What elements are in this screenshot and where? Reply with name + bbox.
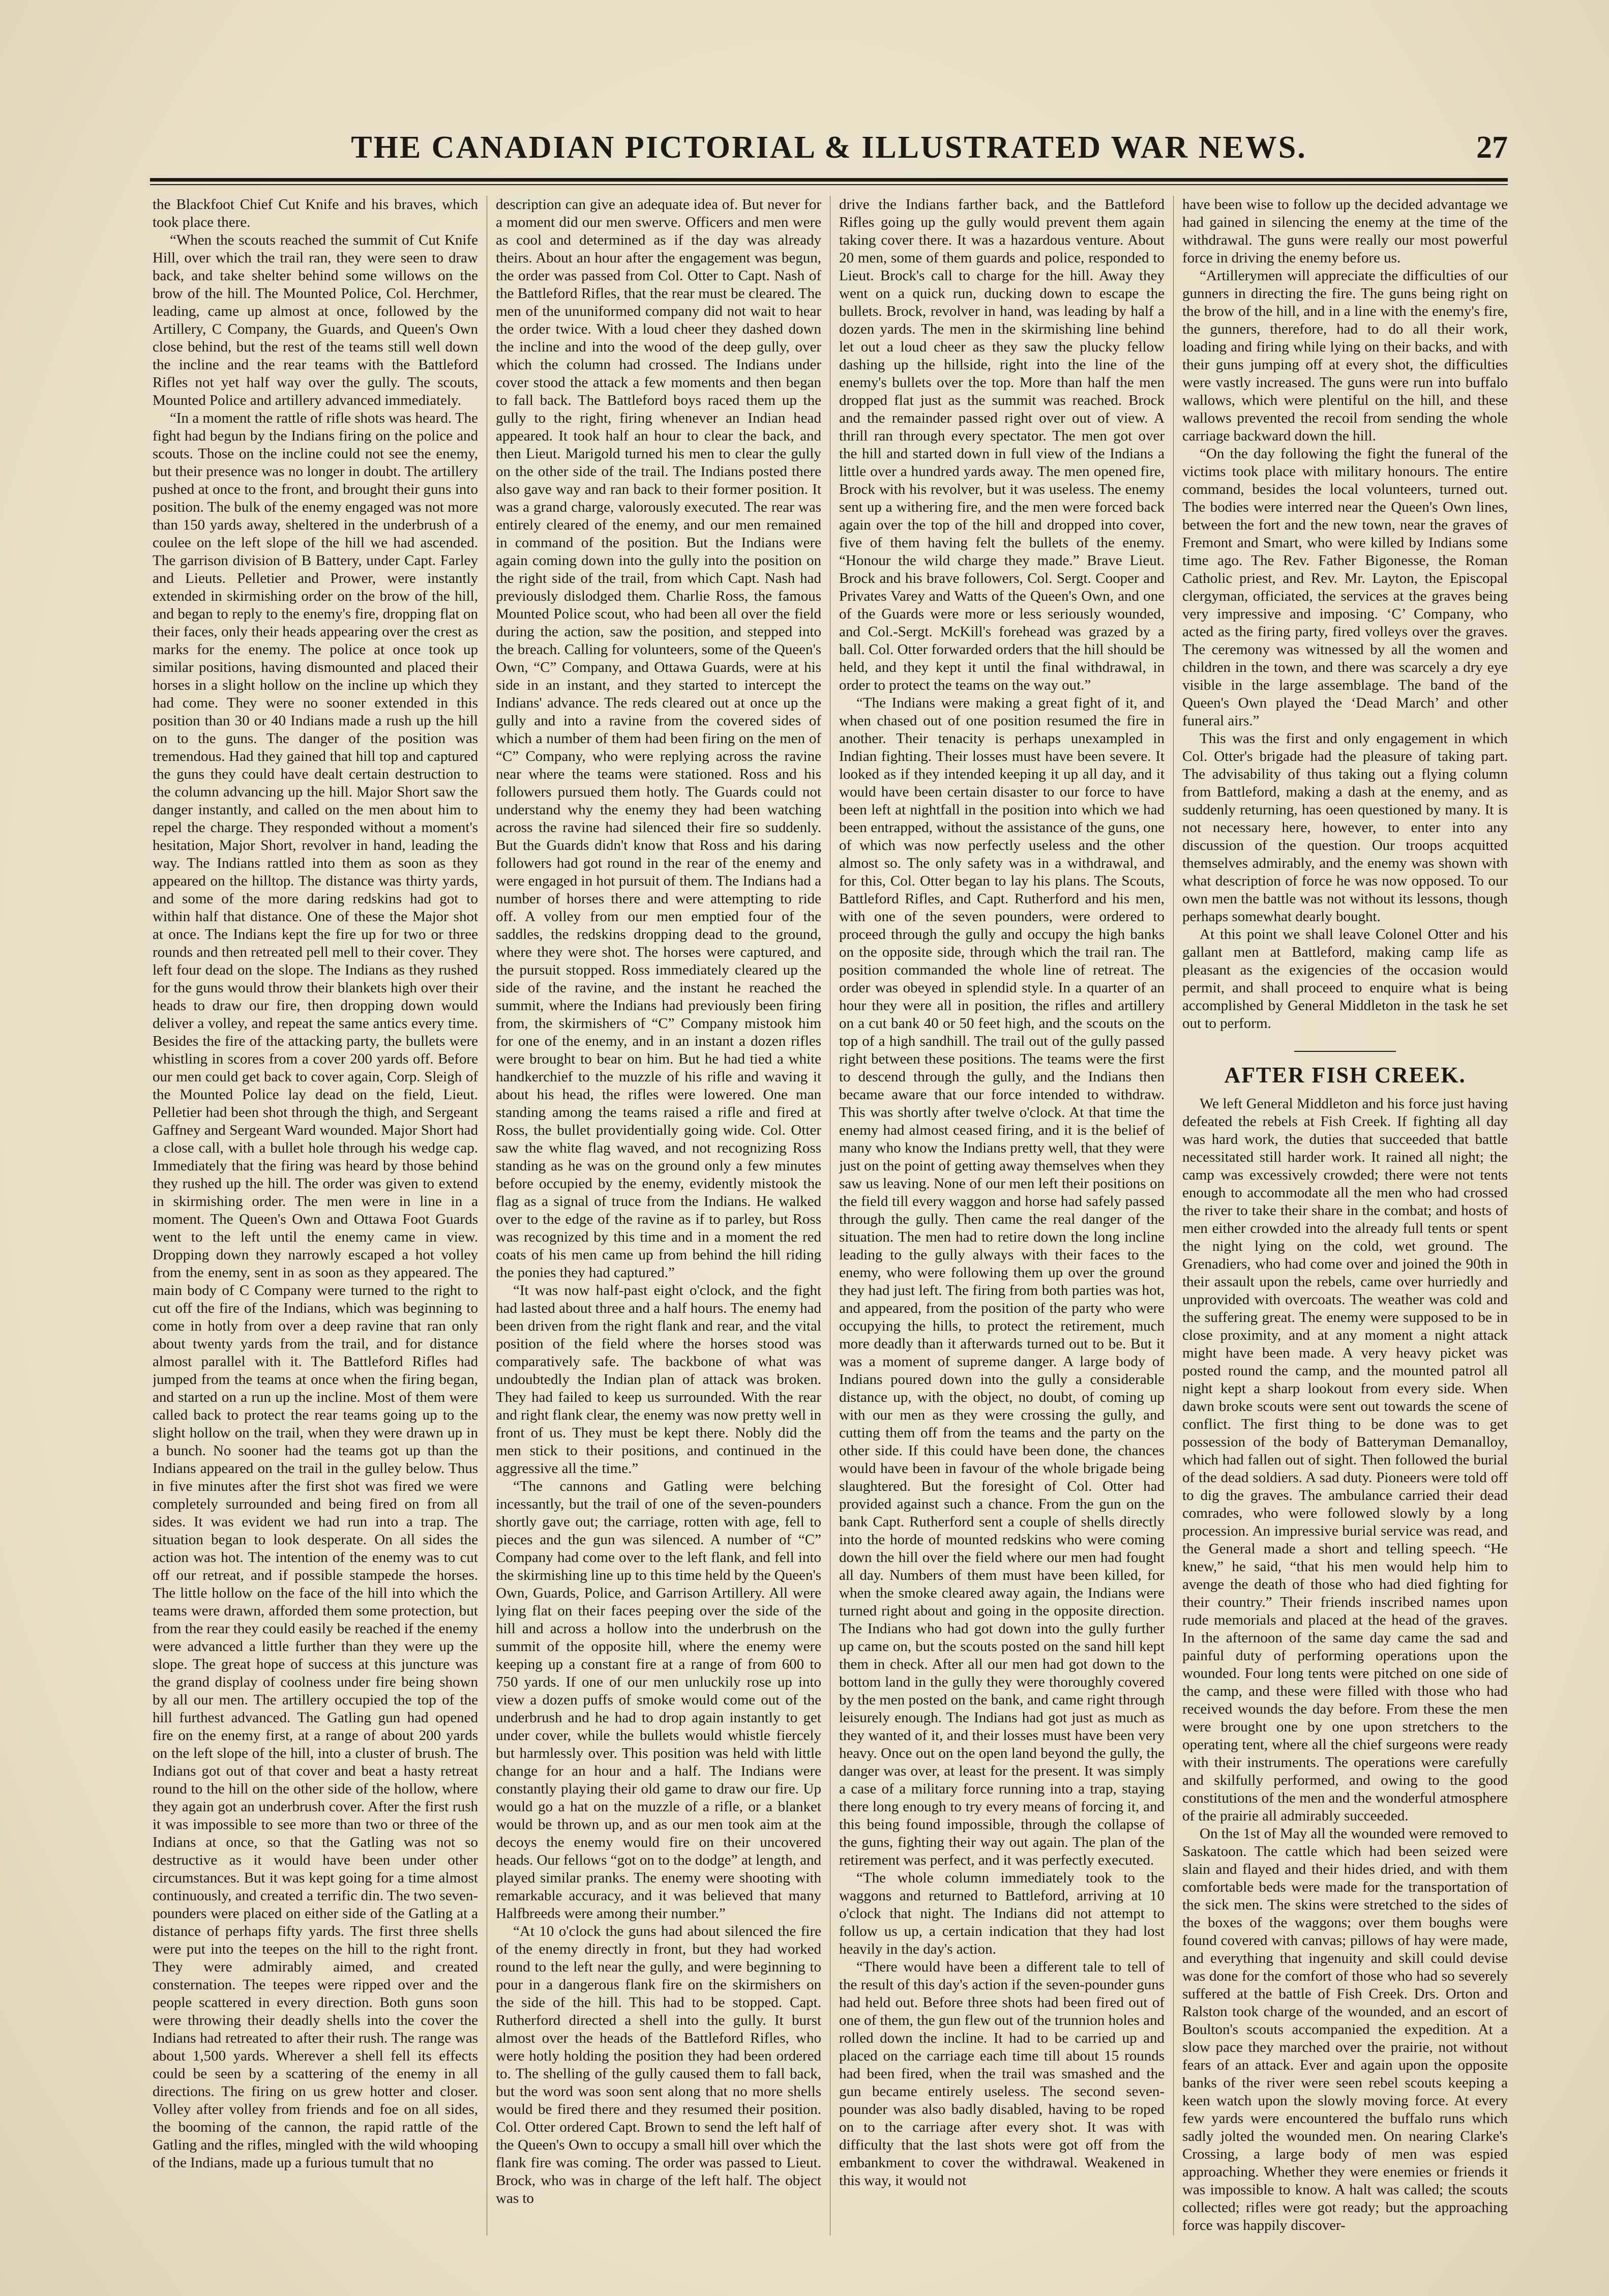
column-1	[153, 196, 478, 2235]
paragraph: description can give an adequate idea of. But never for a moment did our men swerve. Officers and men were as cool and determined as if the day was already theirs. About an hour after the engagement was begun, the order was passed from Col. Otter to Capt. Nash of the Battleford Rifles, that the rear must be cleared. The men of the ununiformed company did not wait to hear the order twice. With a loud cheer they dashed down the incline and into the wood of the deep gully, over which the column had crossed. The Indians under cover stood the attack a few moments and then began to fall back. The Battleford boys raced them up the gully to the right, firing whenever an Indian head appeared. It took half an hour to clear the back, and then Lieut. Marigold turned his men to clear the gully on the other side of the trail. The Indians posted there also gave way and ran back to their former position. It was a grand charge, valorously executed. The rear was entirely cleared of the enemy, and our men remained in command of the position. But the Indians were again coming down into the gully into the position on the right side of the trail, from which Capt. Nash had previously dislodged them. Charlie Ross, the famous Mounted Police scout, who had been all over the field during the action, saw the position, and stepped into the breach. Calling for volunteers, some of the Queen's Own, “C” Company, and Ottawa Guards, were at his side in an instant, and they started to intercept the Indians' advance. The reds cleared out at once up the gully and into a ravine from the covered sides of which a number of them had been firing on the men of “C” Company, who were replying across the ravine near where the teams were stationed. Ross and his followers pursued them hotly. The Guards could not understand why the enemy they had been watching across the ravine had silenced their fire so suddenly. But the Guards didn't know that Ross and his daring followers had got round in the rear of the enemy and were engaged in hot pursuit of them. The Indians had a number of horses there and were attempting to ride off. A volley from our men emptied four of the saddles, the redskins dropping dead to the ground, where they were shot. The horses were captured, and the pursuit stopped. Ross immediately cleared up the side of the ravine, and the instant he reached the summit, where the Indians had previously been firing from, the skirmishers of “C” Company mistook him for one of the enemy, and in an instant a dozen rifles were brought to bear on him. But he had tied a white handkerchief to the muzzle of his rifle and waving it about his head, the rifles were lowered. One man standing among the teams raised a rifle and fired at Ross, the bullet providentially going wide. Col. Otter saw the white flag waved, and not recognizing Ross standing as he was on the ground only a few minutes before occupied by the enemy, evidently mistook the flag as a signal of truce from the Indians. He walked over to the edge of the ravine as if to parley, but Ross was recognized by this time and in a moment the red coats of his men came up from behind the hill riding the ponies they had captured.”	[496, 196, 821, 1281]
header-rule-thick	[150, 178, 1508, 182]
section-divider	[1294, 1051, 1396, 1052]
paragraph: “In a moment the rattle of rifle shots was heard. The fight had begun by the Indians firing on the police and scouts. Those on the incline could not see the enemy, but their presence was no longer in doubt. The artillery pushed at once to the front, and brought their guns into position. The bulk of the enemy engaged was not more than 150 yards away, sheltered in the underbrush of a coulee on the left slope of the hill we had ascended. The garrison division of B Battery, under Capt. Farley and Lieuts. Pelletier and Prower, were instantly extended in skirmishing order on the brow of the hill, and began to reply to the enemy's fire, dropping flat on their faces, only their heads appearing over the crest as marks for the enemy. The police at once took up similar positions, having dismounted and placed their horses in a slight hollow on the incline up which they had come. They were no sooner extended in this position than 30 or 40 Indians made a rush up the hill on to the guns. The danger of the position was tremendous. Had they gained that hill top and captured the guns they could have dealt certain destruction to the column advancing up the hill. Major Short saw the danger instantly, and called on the men about him to repel the charge. They responded without a moment's hesitation, Major Short, revolver in hand, leading the way. The Indians rattled into them as soon as they appeared on the hilltop. The distance was thirty yards, and some of the more daring redskins had got to within half that distance. One of these the Major shot at once. The Indians kept the fire up for two or three rounds and then retreated pell mell to their cover. They left four dead on the slope. The Indians as they rushed for the guns would throw their blankets high over their heads to draw our fire, then dropping down would deliver a volley, and repeat the same antics every time. Besides the fire of the attacking party, the bullets were whistling in scores from a cover 200 yards off. Before our men could get back to cover again, Corp. Sleigh of the Mounted Police lay dead on the field, Lieut. Pelletier had been shot through the thigh, and Sergeant Gaffney and Sergeant Ward wounded. Major Short had a close call, with a bullet hole through his wedge cap. Immediately that the firing was heard by those behind they rushed up the hill. The order was given to extend in skirmishing order. The men were in line in a moment. The Queen's Own and Ottawa Foot Guards went to the left until the enemy came in view. Dropping down they narrowly escaped a hot volley from the enemy, sent in as soon as they appeared. The main body of C Company were turned to the right to cut off the fire of the Indians, which was beginning to come in hotly from over a deep ravine that ran only about twenty yards from the trail, and for distance almost parallel with it. The Battleford Rifles had jumped from the teams at once when the firing began, and started on a run up the incline. Most of them were called back to protect the rear teams going up to the slight hollow on the trail, when they were drawn up in a bunch. No sooner had the teams got up than the Indians appeared on the trail in the gulley below. Thus in five minutes after the first shot was fired we were completely surrounded and being fired on from all sides. It was evident we had run into a trap. The situation began to look desperate. On all sides the action was hot. The intention of the enemy was to cut off our retreat, and if possible stampede the horses. The little hollow on the face of the hill into which the teams were drawn, afforded them some protection, but from the rear they could easily be reached if the enemy were advanced a little further than they were up the slope. The great hope of success at this juncture was the grand display of coolness under fire being shown by all our men. The artillery occupied the top of the hill furthest advanced. The Gatling gun had opened fire on the enemy first, at a range of about 200 yards on the left slope of the hill, into a cluster of brush. The Indians got out of that cover and beat a hasty retreat round to the hill on the other side of the hollow, where they again got an underbrush cover. After the first rush it was impossible to see more than two or three of the Indians at once, so that the Gatling was not so destructive as it would have been under other circumstances. But it was kept going for a time almost continuously, and created a terrific din. The two seven-pounders were placed on either side of the Gatling at a distance of perhaps fifty yards. The first three shells were put into the teepes on the hill to the right front. They were admirably aimed, and created consternation. The teepes were ripped over and the people scattered in every direction. Both guns soon were throwing their deadly shells into the cover the Indians had retreated to after their rush. The range was about 1,500 yards. Wherever a shell fell its effects could be seen by a scattering of the enemy in all directions. The firing on us grew hotter and closer. Volley after volley from friends and foe on all sides, the booming of the cannon, the rapid rattle of the Gatling and the rifles, mingled with the wild whooping of the Indians, made up a furious tumult that no	[153, 410, 478, 2171]
paragraph: “It was now half-past eight o'clock, and the fight had lasted about three and a half hours. The enemy had been driven from the right flank and rear, and the vital position of the field where the horses stood was comparatively safe. The backbone of what was undoubtedly the Indian plan of attack was broken. They had failed to keep us surrounded. With the rear and right flank clear, the enemy was now pretty well in front of us. They must be kept there. Nobly did the men stick to their positions, and continued in the aggressive all the time.”	[496, 1282, 821, 1477]
paragraph: This was the first and only engagement in which Col. Otter's brigade had the pleasure of taking part. The advisability of thus taking out a flying column from Battleford, making a dash at the enemy, and as suddenly returning, has oeen questioned by many. It is not necessary here, however, to enter into any discussion of the question. Our troops acquitted themselves admirably, and the enemy was shown with what description of force he was now opposed. To our own men the battle was not without its lessons, though perhaps somewhat dearly bought.	[1182, 730, 1508, 925]
paragraph: “On the day following the fight the funeral of the victims took place with military honours. The entire command, besides the local volunteers, turned out. The bodies were interred near the Queen's Own lines, between the fort and the new town, near the graves of Fremont and Smart, who were killed by Indians some time ago. The Rev. Father Bigonesse, the Roman Catholic priest, and Rev. Mr. Layton, the Episcopal clergyman, officiated, the services at the graves being very impressive and imposing. ‘C’ Company, who acted as the firing party, fired volleys over the graves. The ceremony was witnessed by all the women and children in the town, and there was scarcely a dry eye visible in the large assemblage. The band of the Queen's Own played the ‘Dead March’ and other funeral airs.”	[1182, 446, 1508, 729]
paragraph: On the 1st of May all the wounded were removed to Saskatoon. The cattle which had been seized were slain and flayed and their hides dried, and with them comfortable beds were made for the transportation of the sick men. The skins were stretched to the sides of the boxes of the waggons; over them boughs were found covered with canvas; pillows of hay were made, and everything that ingenuity and skill could devise was done for the comfort of those who had so severely suffered at the battle of Fish Creek. Drs. Orton and Ralston took charge of the wounded, and an escort of Boulton's scouts accompanied the expedition. At a slow pace they marched over the prairie, not without fears of an attack. Ever and again upon the opposite banks of the river were seen rebel scouts keeping a keen watch upon the slowly moving force. At every few yards were encountered the buffalo runs which sadly jolted the wounded men. On nearing Clarke's Crossing, a large body of men was espied approaching. Whether they were enemies or friends it was impossible to know. A halt was called; the scouts collected; rifles were got ready; but the approaching force was happily discover-	[1182, 1826, 1508, 2233]
paragraph: “At 10 o'clock the guns had about silenced the fire of the enemy directly in front, but they had worked round to the left near the gully, and were beginning to pour in a dangerous flank fire on the skirmishers on the side of the hill. This had to be stopped. Capt. Rutherford directed a shell into the gully. It burst almost over the heads of the Battleford Rifles, who were hotly holding the position they had been ordered to. The shelling of the gully caused them to fall back, but the word was soon sent along that no more shells would be fired there and they resumed their position. Col. Otter ordered Capt. Brown to send the left half of the Queen's Own to occupy a small hill over which the flank fire was coming. The order was passed to Lieut. Brock, who was in charge of the left half. The object was to	[496, 1923, 821, 2206]
paragraph: At this point we shall leave Colonel Otter and his gallant men at Battleford, making camp life as pleasant as the exigencies of the occasion would permit, and shall proceed to enquire what is being accomplished by General Middleton in the task he set out to perform.	[1182, 926, 1508, 1032]
article-columns	[153, 196, 1508, 2235]
column-divider	[1173, 196, 1174, 2235]
paragraph: have been wise to follow up the decided advantage we had gained in silencing the enemy at the time of the withdrawal. The guns were really our most powerful force in driving the enemy before us.	[1182, 196, 1508, 266]
header-rule-thin	[150, 184, 1508, 185]
masthead-title: THE CANADIAN PICTORIAL & ILLUSTRATED WAR NEWS.	[351, 130, 1307, 165]
paragraph: “Artillerymen will appreciate the difficulties of our gunners in directing the fire. The guns being right on the brow of the hill, and in a line with the enemy's fire, the gunners, therefore, had to do all their work, loading and firing while lying on their backs, and with their guns jumping off at every shot, the difficulties were vastly increased. The guns were run into buffalo wallows, which were plentiful on the hill, and these wallows prevented the recoil from sending the whole carriage backward down the hill.	[1182, 268, 1508, 444]
paragraph: “When the scouts reached the summit of Cut Knife Hill, over which the trail ran, they were seen to draw back, and take shelter behind some willows on the brow of the hill. The Mounted Police, Col. Herchmer, leading, came up almost at once, followed by the Artillery, C Company, the Guards, and Queen's Own close behind, but the rest of the teams still well down the incline and the rear teams with the Battleford Rifles not yet half way over the gully. The scouts, Mounted Police and artillery advanced immediately.	[153, 232, 478, 408]
page-number: 27	[1476, 130, 1508, 165]
column-2	[496, 196, 821, 2235]
column-3	[839, 196, 1165, 2235]
paragraph: We left General Middleton and his force just having defeated the rebels at Fish Creek. If fighting all day was hard work, the duties that succeeded that battle necessitated still harder work. It rained all night; the camp was excessively crowded; there were not tents enough to accommodate all the men who had crossed the river to take their share in the combat; and hosts of men either crowded into the already full tents or spent the night lying on the cold, wet ground. The Grenadiers, who had come over and joined the 90th in their assault upon the rebels, came over hurriedly and unprovided with overcoats. The weather was cold and the suffering great. The enemy were supposed to be in close proximity, and at any moment a night attack might have been made. A very heavy picket was posted round the camp, and the mounted patrol all night kept a sharp lookout from every side. When dawn broke scouts were sent out towards the scene of conflict. The first thing to be done was to get possession of the body of Batteryman Demanalloy, which had fallen out of sight. Then followed the burial of the dead soldiers. A sad duty. Pioneers were told off to dig the graves. The ambulance carried their dead comrades, who were followed slowly by a long procession. An impressive burial service was read, and the General made a short and telling speech. “He knew,” he said, “that his men would help him to avenge the death of those who had died fighting for their country.” Their friends inscribed names upon rude memorials and placed at the head of the graves. In the afternoon of the same day came the sad and painful duty of performing operations upon the wounded. Four long tents were pitched on one side of the camp, and these were filled with those who had received wounds the day before. From these the men were brought one by one upon stretchers to the operating tent, where all the chief surgeons were ready with their instruments. The operations were carefully and skilfully performed, and owing to the good constitutions of the men and the wonderful atmosphere of the prairie all admirably succeeded.	[1182, 1096, 1508, 1824]
paragraph: “There would have been a different tale to tell of the result of this day's action if the seven-pounder guns had held out. Before three shots had been fired out of one of them, the gun flew out of the trunnion holes and rolled down the incline. It had to be carried up and placed on the carriage each time till about 15 rounds had been fired, when the trail was smashed and the gun became entirely useless. The second seven-pounder was also badly disabled, having to be roped on to the carriage after every shot. It was with difficulty that the last shots were got off from the embankment to cover the withdrawal. Weakened in this way, it would not	[839, 1959, 1165, 2189]
page-header	[150, 125, 1508, 186]
column-4	[1182, 196, 1508, 2235]
paragraph: the Blackfoot Chief Cut Knife and his braves, which took place there.	[153, 196, 478, 230]
paragraph: “The Indians were making a great fight of it, and when chased out of one position resumed the fire in another. Their tenacity is perhaps unexampled in Indian fighting. Their losses must have been severe. It looked as if they intended keeping it up all day, and it would have been certain disaster to our force to have been left at nightfall in the position into which we had been entrapped, without the assistance of the guns, one of which was now perfectly useless and the other almost so. The only safety was in a withdrawal, and for this, Col. Otter began to lay his plans. The Scouts, Battleford Rifles, and Capt. Rutherford and his men, with one of the seven pounders, were ordered to proceed through the gully and occupy the high banks on the opposite side, through which the trail ran. The position commanded the whole line of retreat. The order was obeyed in splendid style. In a quarter of an hour they were all in position, the rifles and artillery on a cut bank 40 or 50 feet high, and the scouts on the top of a high sandhill. The trail out of the gully passed right between these positions. The teams were the first to descend through the gully, and the Indians then became aware that our force intended to withdraw. This was shortly after twelve o'clock. At that time the enemy had almost ceased firing, and it is the belief of many who know the Indians pretty well, that they were just on the point of getting away themselves when they saw us leaving. None of our men left their positions on the field till every waggon and horse had safely passed through the gully. Then came the real danger of the situation. The men had to retire down the long incline leading to the gully always with their faces to the enemy, who were following them up over the ground they had just left. The firing from both parties was hot, and appeared, from the position of the party who were occupying the hills, to protect the retirement, much more deadly than it afterwards turned out to be. But it was a moment of supreme danger. A large body of Indians poured down into the gully a considerable distance up, with the object, no doubt, of coming up with our men as they were crossing the gully, and cutting them off from the teams and the party on the other side. If this could have been done, the chances would have been in favour of the whole brigade being slaughtered. But the foresight of Col. Otter had provided against such a chance. From the gun on the bank Capt. Rutherford sent a couple of shells directly into the horde of mounted redskins who were coming down the hill over the field where our men had fought all day. Numbers of them must have been killed, for when the smoke cleared away again, the Indians were turned right about and going in the opposite direction. The Indians who had got down into the gully further up came on, but the scouts posted on the sand hill kept them in check. After all our men had got down to the bottom land in the gully they were thoroughly covered by the men posted on the bank, and came right through leisurely enough. The Indians had got just as much as they wanted of it, and their losses must have been very heavy. Once out on the open land beyond the gully, the danger was over, at least for the present. It was simply a case of a military force running into a trap, staying there long enough to try every means of forcing it, and this being found impossible, through the collapse of the guns, fighting their way out again. The plan of the retirement was perfect, and it was perfectly executed.	[839, 695, 1165, 1868]
paragraph: drive the Indians farther back, and the Battleford Rifles going up the gully would prevent them again taking cover there. It was a hazardous venture. About 20 men, some of them guards and police, responded to Lieut. Brock's call to charge for the hill. Away they went on a quick run, ducking down to escape the bullets. Brock, revolver in hand, was leading by half a dozen yards. The men in the skirmishing line behind let out a loud cheer as they saw the plucky fellow dashing up the hillside, right into the line of the enemy's bullets over the top. More than half the men dropped flat just as the summit was reached. Brock and the remainder passed right over out of view. A thrill ran through every spectator. The men got over the hill and started down in full view of the Indians a little over a hundred yards away. The men opened fire, Brock with his revolver, but it was useless. The enemy sent up a withering fire, and the men were forced back again over the top of the hill and dropped into cover, five of them having felt the bullets of the enemy. “Honour the wild charge they made.” Brave Lieut. Brock and his brave followers, Col. Sergt. Cooper and Privates Varey and Watts of the Queen's Own, and one of the Guards were more or less seriously wounded, and Col.-Sergt. McKill's forehead was grazed by a ball. Col. Otter forwarded orders that the hill should be held, and they kept it until the final withdrawal, in order to protect the teams on the way out.”	[839, 196, 1165, 693]
paragraph: “The whole column immediately took to the waggons and returned to Battleford, arriving at 10 o'clock that night. The Indians did not attempt to follow us up, a certain indication that they had lost heavily in the day's action.	[839, 1870, 1165, 1957]
paragraph: “The cannons and Gatling were belching incessantly, but the trail of one of the seven-pounders shortly gave out; the carriage, rotten with age, fell to pieces and the gun was silenced. A number of “C” Company had come over to the left flank, and fell into the skirmishing line up to this time held by the Queen's Own, Guards, Police, and Garrison Artillery. All were lying flat on their faces peeping over the side of the hill and across a hollow into the underbrush on the summit of the opposite hill, where the enemy were keeping up a constant fire at a range of from 600 to 750 yards. If one of our men unluckily rose up into view a dozen puffs of smoke would come out of the underbrush and he had to drop again instantly to get under cover, while the bullets would whistle fiercely but harmlessly over. This position was held with little change for an hour and a half. The Indians were constantly playing their old game to draw our fire. Up would go a hat on the muzzle of a rifle, or a blanket would be thrown up, and as our men took aim at the decoys the enemy would fire on their uncovered heads. Our fellows “got on to the dodge” at length, and played similar pranks. The enemy were shooting with remarkable accuracy, and it was believed that many Halfbreeds were among their number.”	[496, 1478, 821, 1922]
section-heading: AFTER FISH CREEK.	[1224, 1063, 1466, 1087]
